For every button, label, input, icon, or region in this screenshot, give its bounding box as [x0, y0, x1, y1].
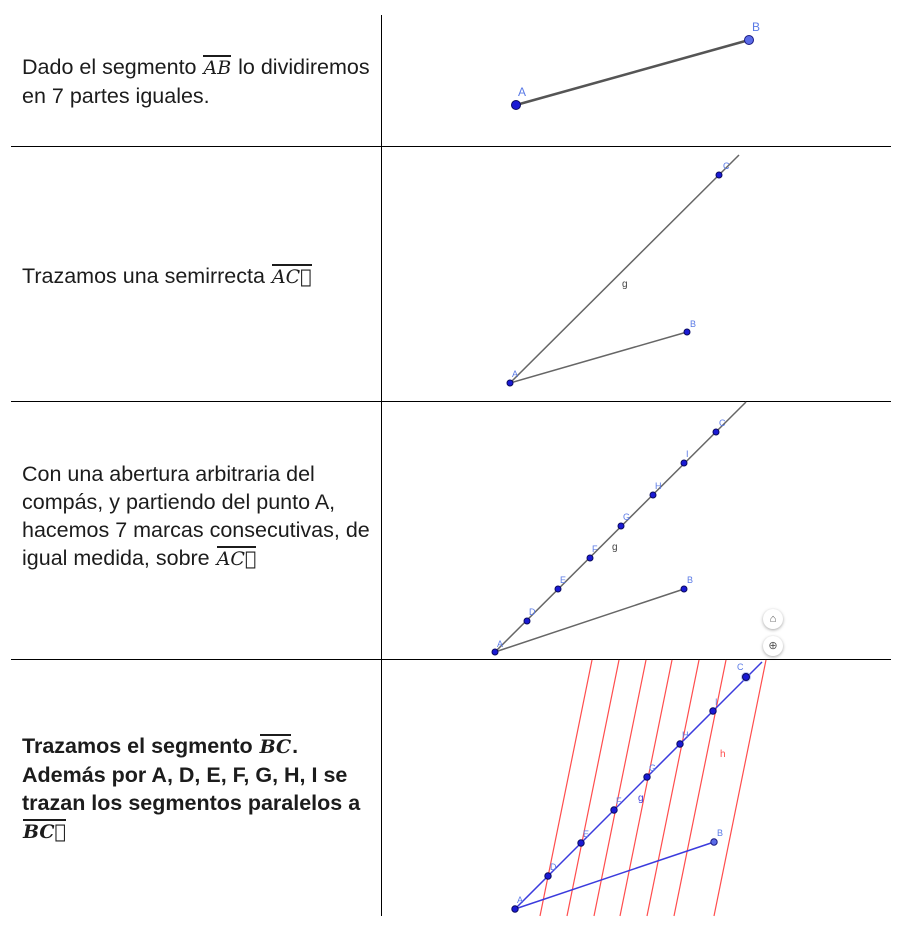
parallel-line-f: [620, 660, 672, 916]
label-c: C: [723, 161, 730, 171]
point-a[interactable]: [492, 649, 498, 655]
point-e[interactable]: [578, 840, 584, 846]
label-d: D: [529, 607, 536, 617]
point-b[interactable]: [681, 586, 687, 592]
label-b: B: [752, 20, 761, 34]
label-a: A: [497, 639, 504, 649]
row4-figure: [382, 660, 890, 916]
row1-figure: [382, 15, 890, 145]
label-a: A: [512, 369, 519, 379]
label-a: A: [517, 895, 524, 905]
parallel-line-h: [674, 660, 726, 916]
home-icon[interactable]: ⌂: [763, 609, 783, 629]
point-f[interactable]: [611, 807, 617, 813]
label-e: E: [560, 575, 567, 585]
point-c[interactable]: [743, 674, 750, 681]
label-e: E: [583, 829, 590, 839]
point-a[interactable]: [507, 380, 513, 386]
row1-text: [22, 53, 374, 110]
segment-ab: [516, 40, 749, 105]
point-a[interactable]: [512, 906, 518, 912]
parallel-line-d: [567, 660, 619, 916]
label-f: F: [616, 796, 622, 806]
label-i: I: [686, 449, 689, 459]
row2-ray-ac: AC ⃗: [271, 263, 313, 291]
point-f[interactable]: [587, 555, 593, 561]
point-h[interactable]: [677, 741, 683, 747]
point-c[interactable]: [716, 172, 722, 178]
row3-text-before: Con una abertura arbitraria del compás, y partiendo del punto A, hacemos 7 marcas consecutivas, de igual medida, sobre: [22, 462, 370, 570]
row2-text: [22, 262, 374, 291]
label-d: D: [550, 862, 557, 872]
label-f: F: [592, 544, 598, 554]
parallel-lines: [540, 660, 766, 916]
label-g-line: g: [638, 793, 644, 804]
row3-ray-ac: AC ⃗: [216, 545, 258, 573]
row4-text: [22, 732, 374, 846]
point-i[interactable]: [681, 460, 687, 466]
label-b: B: [687, 575, 694, 585]
label-h-line: h: [720, 749, 726, 760]
point-c[interactable]: [713, 429, 719, 435]
row3-figure: [382, 402, 890, 658]
zoom-icon[interactable]: ⊕: [763, 636, 783, 656]
label-a: A: [518, 85, 527, 99]
row2-figure: [382, 147, 890, 400]
row4-text-mid: . Además por A, D, E, F, G, H, I se trazan los segmentos paralelos a: [22, 734, 361, 815]
segment-ab: [495, 589, 684, 652]
row4-text-before: Trazamos el segmento: [22, 734, 259, 758]
point-i[interactable]: [710, 708, 716, 714]
point-b[interactable]: [684, 329, 690, 335]
label-i: I: [715, 697, 718, 707]
point-d[interactable]: [524, 618, 530, 624]
row1-text-after: lo dividiremos en 7 partes iguales.: [22, 55, 370, 108]
point-a[interactable]: [512, 101, 521, 110]
label-b: B: [690, 319, 697, 329]
row1-segment-ab: AB: [202, 54, 232, 82]
label-h-point: H: [682, 730, 689, 740]
ray-ac: [510, 155, 739, 383]
parallel-line-i: [714, 660, 766, 916]
label-g-point: G: [649, 763, 657, 773]
label-c: C: [737, 662, 744, 672]
row4-segment-bc: BC: [259, 733, 293, 761]
point-b[interactable]: [711, 839, 717, 845]
label-g-point: G: [623, 512, 631, 522]
point-h[interactable]: [650, 492, 656, 498]
row2-text-before: Trazamos una semirrecta: [22, 264, 271, 288]
parallel-line-e: [594, 660, 646, 916]
label-c: C: [719, 418, 726, 428]
row4-ray-bc: BC ⃗: [22, 818, 67, 846]
row3-text: [22, 460, 374, 573]
label-g: g: [622, 279, 628, 290]
point-g[interactable]: [618, 523, 624, 529]
row1-text-before: Dado el segmento: [22, 55, 203, 79]
point-b[interactable]: [745, 36, 754, 45]
label-h: H: [655, 481, 662, 491]
point-g[interactable]: [644, 774, 650, 780]
point-d[interactable]: [545, 873, 551, 879]
parallel-line-g: [647, 660, 699, 916]
label-b: B: [717, 828, 724, 838]
label-g-line: g: [612, 542, 618, 553]
point-e[interactable]: [555, 586, 561, 592]
